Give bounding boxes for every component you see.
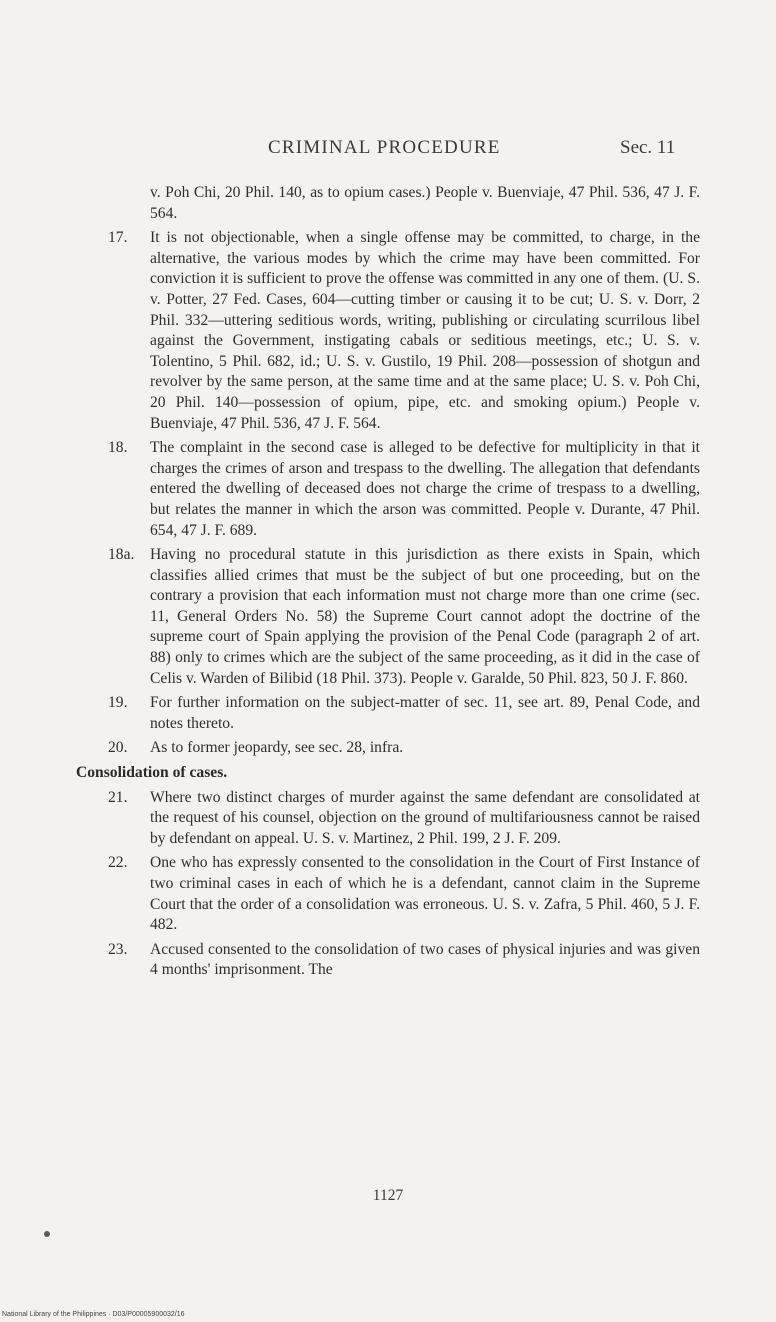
paragraph-18a: [108, 545, 700, 689]
paragraph-number: 22.: [108, 854, 128, 872]
paragraph-number: 19.: [108, 694, 128, 712]
header-title: CRIMINAL PROCEDURE: [268, 137, 501, 158]
paragraph-text: For further information on the subject-matter of sec. 11, see art. 89, Penal Code, and notes thereto.: [150, 694, 700, 732]
paragraph-21: [108, 788, 700, 850]
page-number: 1127: [372, 1187, 404, 1204]
paragraph-19: [108, 693, 700, 734]
paragraph-text: Accused consented to the consolidation of two cases of physical injuries and was given 4 months' imprisonment. The: [150, 940, 700, 979]
running-header: [0, 137, 776, 161]
continued-paragraph: v. Poh Chi, 20 Phil. 140, as to opium cases.) People v. Buenviaje, 47 Phil. 536, 47 J. F. 564.: [150, 184, 700, 222]
paragraph-text: Having no procedural statute in this jurisdiction as there exists in Spain, which classifies allied crimes that must be the subject of but one proceeding, but on the contrary a provision that each information must not charge more than one crime (sec. 11, General Orders No. 58) the Supreme Court cannot adopt the doctrine of the supreme court of Spain applying the provision of the Penal Code (paragraph 2 of art. 88) only to crimes which are the subject of the same proceeding, as it did in the case of Celis v. Warden of Bilibid (18 Phil. 373). People v. Garalde, 50 Phil. 823, 50 J. F. 860.: [150, 546, 700, 687]
paragraph-number: 17.: [108, 229, 128, 247]
scan-mark: [44, 1231, 50, 1237]
paragraph-17: [108, 228, 700, 434]
paragraph-text: It is not objectionable, when a single offense may be committed, to charge, in the alternative, the various modes by which the crime may have been committed. For conviction it is sufficient to prove the offense was committed in any one of them. (U. S. v. Potter, 27 Fed. Cases, 604—cutting timber or causing it to be cut; U. S. v. Dorr, 2 Phil. 332—uttering seditious words, writing, publishing or circulating scurrilous libel against the Government, instigating cabals or seditious meetings, etc.; U. S. v. Tolentino, 5 Phil. 682, id.; U. S. v. Gustilo, 19 Phil. 208—possession of shotgun and revolver by the same person, at the same time and at the same place; U. S. v. Poh Chi, 20 Phil. 140—possession of opium, pipe, etc. and smoking opium.) People v. Buenviaje, 47 Phil. 536, 47 J. F. 564.: [150, 229, 700, 432]
paragraph-20: [108, 738, 700, 759]
paragraph-text: As to former jeopardy, see sec. 28, infra.: [150, 739, 404, 757]
paragraph-text: One who has expressly consented to the consolidation in the Court of First Instance of two criminal cases in each of which he is a defendant, cannot claim in the Supreme Court that the order of a consolidation was erroneous. U. S. v. Zafra, 5 Phil. 460, 5 J. F. 482.: [150, 854, 700, 934]
paragraph-number: 21.: [108, 788, 128, 806]
paragraph-text: The complaint in the second case is alleged to be defective for multiplicity in that it charges the crimes of arson and trespass to the dwelling. The allegation that defendants entered the dwelling of deceased does not charge the crime of trespass to a dwelling, but relates the manner in which the arson was committed. People v. Durante, 47 Phil. 654, 47 J. F. 689.: [150, 439, 700, 539]
paragraph-text: Where two distinct charges of murder against the same defendant are consolidated at the request of his counsel, objection on the ground of multifariousness cannot be raised by defendant on appeal. U. S. v. Martinez, 2 Phil. 199, 2 J. F. 209.: [150, 788, 700, 847]
body-text: [76, 183, 700, 985]
paragraph-number: 20.: [108, 739, 128, 757]
section-heading: Consolidation of cases.: [76, 764, 228, 782]
paragraph-number: 18a.: [108, 546, 135, 564]
paragraph-number: 23.: [108, 940, 128, 958]
header-section: Sec. 11: [620, 137, 676, 158]
paragraph-22: [108, 853, 700, 935]
paragraph-23: [108, 940, 700, 981]
paragraph-number: 18.: [108, 439, 128, 457]
scan-footer: National Library of the Philippines · D03/P00005900032/16: [2, 1311, 185, 1318]
paragraph-18: [108, 438, 700, 541]
